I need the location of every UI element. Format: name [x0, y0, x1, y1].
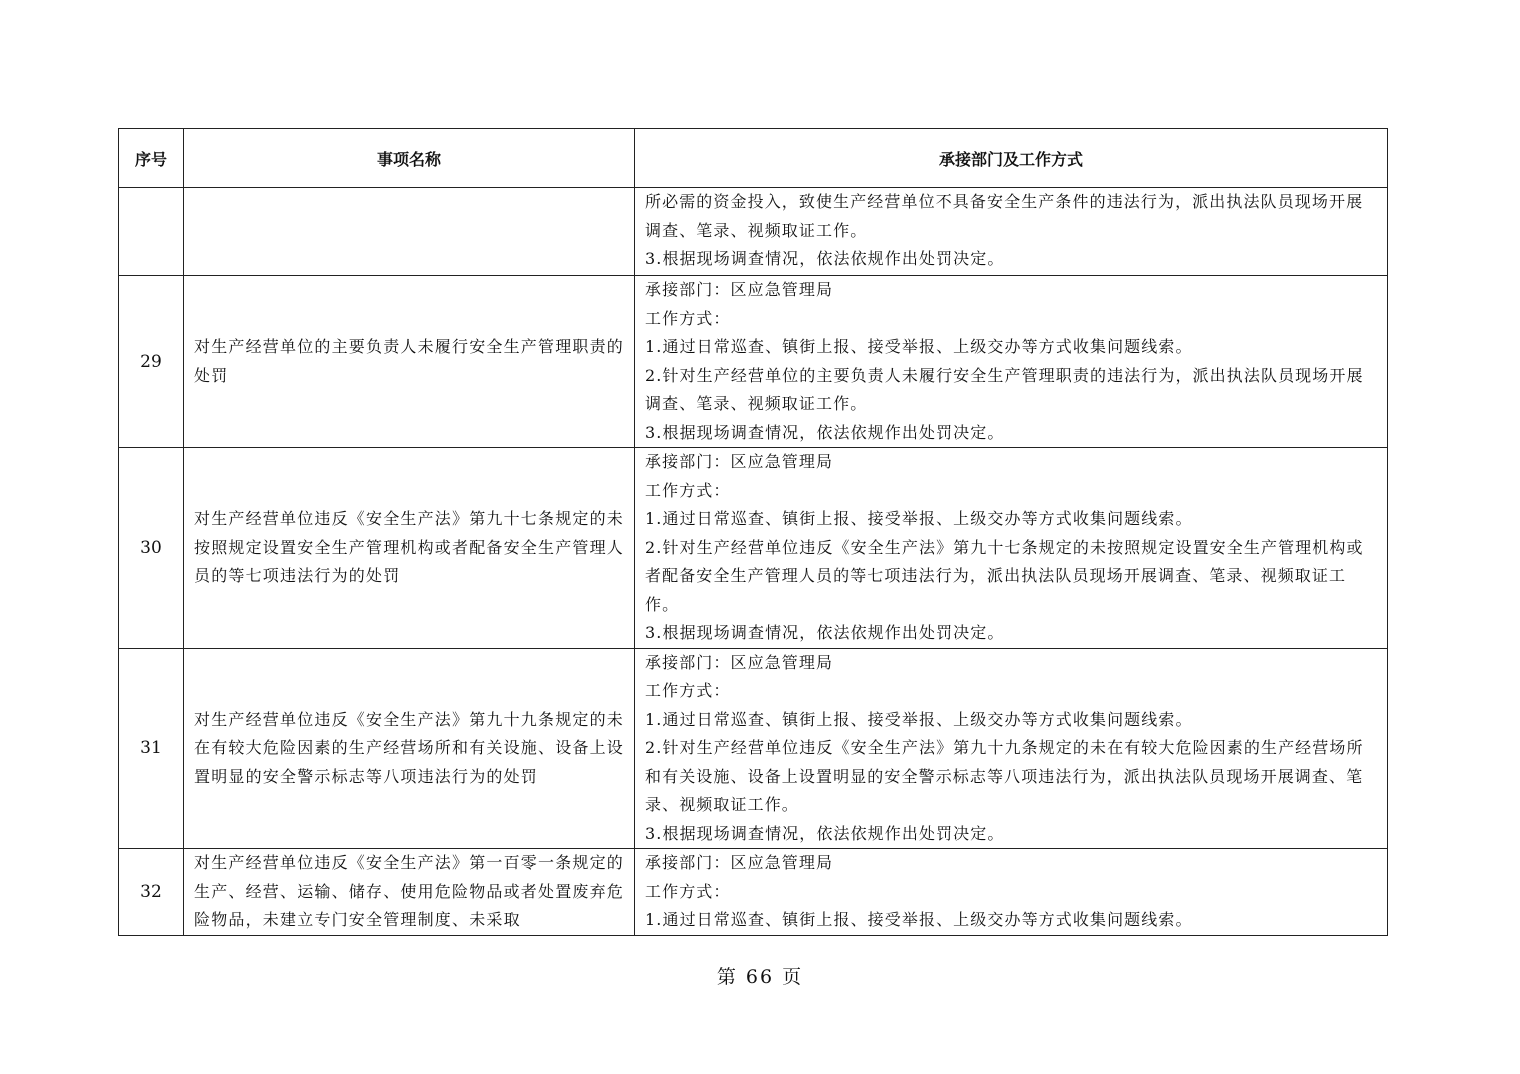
- table-row: [119, 648, 1388, 849]
- header-dept: 承接部门及工作方式: [635, 129, 1388, 188]
- work-line: 工作方式：: [645, 681, 731, 700]
- item-name: 对生产经营单位违反《安全生产法》第一百零一条规定的生产、经营、运输、储存、使用危险物品或者处置废弃危险物品，未建立专门安全管理制度、未采取: [184, 849, 635, 936]
- work-line: 3.根据现场调查情况，依法依规作出处罚决定。: [645, 249, 1005, 268]
- work-line: 工作方式：: [645, 480, 731, 500]
- work-line: 3.根据现场调查情况，依法依规作出处罚决定。: [645, 422, 1005, 442]
- table-row: [119, 188, 1388, 276]
- item-name: [184, 188, 635, 276]
- item-name: 对生产经营单位的主要负责人未履行安全生产管理职责的处罚: [184, 276, 635, 448]
- row-number: 32: [119, 849, 184, 936]
- dept-work-cell: [635, 188, 1388, 276]
- table-row: [119, 448, 1388, 649]
- work-line: 1.通过日常巡查、镇街上报、接受举报、上级交办等方式收集问题线索。: [645, 337, 1193, 356]
- work-line: 3.根据现场调查情况，依法依规作出处罚决定。: [645, 823, 1005, 843]
- work-line: 所必需的资金投入，致使生产经营单位不具备安全生产条件的违法行为，派出执法队员现场开展调查、笔录、视频取证工作。: [645, 192, 1364, 240]
- header-name: 事项名称: [184, 129, 635, 188]
- work-line: 2.针对生产经营单位的主要负责人未履行安全生产管理职责的违法行为，派出执法队员现场开展调查、笔录、视频取证工作。: [645, 365, 1364, 413]
- work-line: 1.通过日常巡查、镇街上报、接受举报、上级交办等方式收集问题线索。: [645, 709, 1193, 729]
- work-line: 2.针对生产经营单位违反《安全生产法》第九十七条规定的未按照规定设置安全生产管理机构或者配备安全生产管理人员的等七项违法行为，派出执法队员现场开展调查、笔录、视频取证工作。: [645, 537, 1364, 614]
- page-number: 第 66 页: [716, 966, 804, 988]
- header-seq: 序号: [119, 129, 184, 188]
- work-line: 承接部门：区应急管理局: [645, 853, 834, 872]
- row-number: 30: [119, 448, 184, 649]
- work-line: 1.通过日常巡查、镇街上报、接受举报、上级交办等方式收集问题线索。: [645, 910, 1193, 929]
- table-row: [119, 276, 1388, 448]
- item-table: [118, 128, 1388, 936]
- row-number: [119, 188, 184, 276]
- table-row: [119, 849, 1388, 936]
- work-line: 2.针对生产经营单位违反《安全生产法》第九十九条规定的未在有较大危险因素的生产经营场所和有关设施、设备上设置明显的安全警示标志等八项违法行为，派出执法队员现场开展调查、笔录、视频取证工作。: [645, 738, 1364, 814]
- work-line: 承接部门：区应急管理局: [645, 452, 834, 471]
- table-header-row: [119, 129, 1388, 188]
- work-line: 承接部门：区应急管理局: [645, 280, 834, 299]
- work-line: 3.根据现场调查情况，依法依规作出处罚决定。: [645, 623, 1005, 642]
- work-line: 1.通过日常巡查、镇街上报、接受举报、上级交办等方式收集问题线索。: [645, 509, 1193, 528]
- item-name: 对生产经营单位违反《安全生产法》第九十九条规定的未在有较大危险因素的生产经营场所和有关设施、设备上设置明显的安全警示标志等八项违法行为的处罚: [184, 648, 635, 849]
- dept-work-cell: [635, 448, 1388, 649]
- work-line: 承接部门：区应急管理局: [645, 652, 834, 672]
- row-number: 29: [119, 276, 184, 448]
- work-line: 工作方式：: [645, 308, 731, 328]
- dept-work-cell: [635, 276, 1388, 448]
- dept-work-cell: [635, 849, 1388, 936]
- dept-work-cell: [635, 648, 1388, 849]
- row-number: 31: [119, 648, 184, 849]
- item-name: 对生产经营单位违反《安全生产法》第九十七条规定的未按照规定设置安全生产管理机构或者配备安全生产管理人员的等七项违法行为的处罚: [184, 448, 635, 649]
- work-line: 工作方式：: [645, 881, 731, 901]
